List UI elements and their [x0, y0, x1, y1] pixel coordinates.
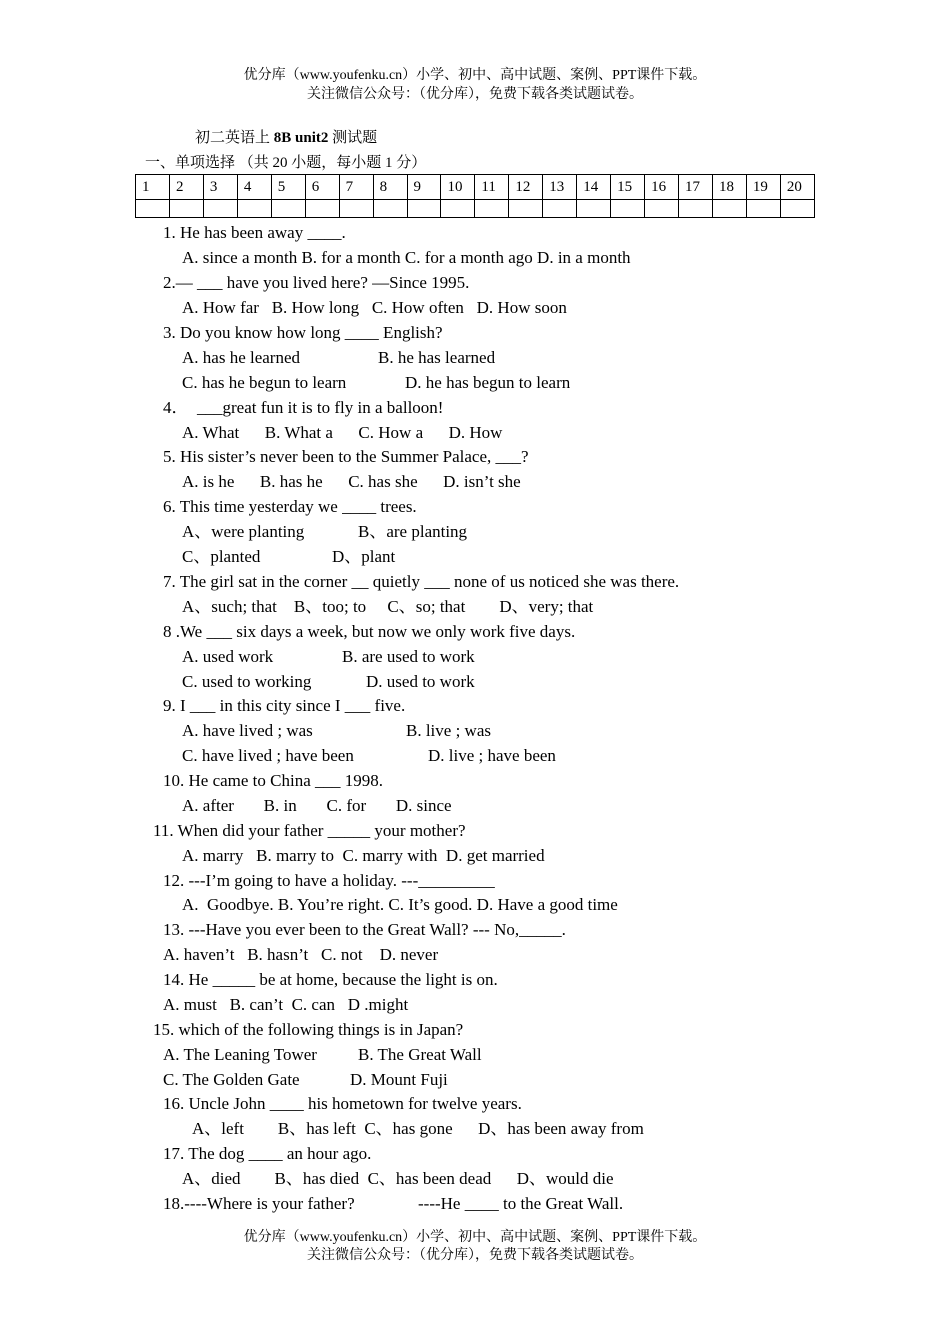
option-line: D. he has begun to learn [405, 373, 571, 392]
title-suffix: 测试题 [328, 130, 378, 146]
question-line: 14. He _____ be at home, because the light is on. [163, 970, 498, 989]
question-line: 16. Uncle John ____ his hometown for twelve years. [163, 1094, 522, 1113]
answer-cell[interactable] [237, 200, 271, 218]
answer-number: 13 [543, 175, 577, 200]
question-line: 7. The girl sat in the corner __ quietly ___ none of us noticed she was there. [163, 572, 680, 591]
option-line: A. marry B. marry to C. marry with D. get married [182, 846, 545, 865]
answer-cell[interactable] [136, 200, 170, 218]
question-line: 1. He has been away ____. [163, 223, 346, 242]
answer-number: 20 [780, 175, 814, 200]
answer-cell[interactable] [509, 200, 543, 218]
answer-number: 7 [339, 175, 373, 200]
option-line: A. Goodbye. B. You’re right. C. It’s good. D. Have a good time [182, 895, 618, 914]
option-line: D、plant [332, 547, 396, 566]
option-line: A. What B. What a C. How a D. How [182, 423, 503, 442]
question-line: 6. This time yesterday we ____ trees. [163, 497, 417, 516]
option-line: A. used work [182, 647, 274, 666]
answer-cell[interactable] [203, 200, 237, 218]
question-line: 11. When did your father _____ your mother? [153, 821, 466, 840]
answer-grid [135, 174, 815, 218]
question-line: 5. His sister’s never been to the Summer Palace, ___? [163, 447, 529, 466]
answer-cell[interactable] [271, 200, 305, 218]
answer-number: 15 [611, 175, 645, 200]
option-line: A、such; that B、too; to C、so; that D、very; that [182, 597, 594, 616]
question-line: 17. The dog ____ an hour ago. [163, 1144, 372, 1163]
option-line: D. used to work [366, 672, 475, 691]
answer-number: 18 [712, 175, 746, 200]
question-line: 9. I ___ in this city since I ___ five. [163, 696, 406, 715]
section-heading: 一、单项选择 （共 20 小题，每小题 1 分） [145, 155, 427, 171]
option-line: B. he has learned [378, 348, 496, 367]
answer-cell[interactable] [645, 200, 679, 218]
option-line: A. have lived ; was [182, 721, 313, 740]
answer-number: 11 [475, 175, 509, 200]
answer-cell[interactable] [543, 200, 577, 218]
answer-number: 3 [203, 175, 237, 200]
question-line: 12. ---I’m going to have a holiday. ---_________ [163, 871, 495, 890]
answer-number: 17 [679, 175, 713, 200]
answer-number: 6 [305, 175, 339, 200]
answer-cell[interactable] [746, 200, 780, 218]
question-line: 3. Do you know how long ____ English? [163, 323, 443, 342]
option-line: A、were planting [182, 522, 305, 541]
option-line: A. The Leaning Tower [163, 1045, 317, 1064]
answer-number: 10 [441, 175, 475, 200]
option-line: A. How far B. How long C. How often D. How soon [182, 298, 567, 317]
header-line-1: 优分库（www.youfenku.cn）小学、初中、高中试题、案例、PPT课件下载。 [243, 68, 707, 83]
option-line: C、planted [182, 547, 261, 566]
question-line: 15. which of the following things is in Japan? [153, 1020, 464, 1039]
answer-cell[interactable] [441, 200, 475, 218]
title-prefix: 初二英语上 [195, 130, 274, 146]
page-title [195, 126, 377, 147]
question-line: 13. ---Have you ever been to the Great Wall? --- No,_____. [163, 920, 566, 939]
answer-number: 12 [509, 175, 543, 200]
answer-number: 14 [577, 175, 611, 200]
option-line: A. is he B. has he C. has she D. isn’t she [182, 472, 521, 491]
answer-cell[interactable] [373, 200, 407, 218]
option-line: C. have lived ; have been [182, 746, 354, 765]
answer-number: 1 [136, 175, 170, 200]
answer-number: 2 [169, 175, 203, 200]
answer-grid-blank-row [136, 200, 815, 218]
title-bold: 8B unit2 [273, 130, 329, 146]
answer-cell[interactable] [712, 200, 746, 218]
option-line: D. Mount Fuji [350, 1070, 448, 1089]
answer-cell[interactable] [339, 200, 373, 218]
answer-grid-numbers [136, 175, 815, 200]
answer-number: 8 [373, 175, 407, 200]
option-line: A. after B. in C. for D. since [182, 796, 452, 815]
header-line-2: 关注微信公众号：（优分库），免费下载各类试题试卷。 [307, 87, 643, 102]
footer-line-2: 关注微信公众号：（优分库），免费下载各类试题试卷。 [307, 1248, 643, 1263]
answer-cell[interactable] [611, 200, 645, 218]
option-line: A、left B、has left C、has gone D、has been away from [192, 1119, 644, 1138]
answer-number: 9 [407, 175, 441, 200]
answer-cell[interactable] [780, 200, 814, 218]
option-line: B. live ; was [406, 721, 491, 740]
option-line: B、are planting [358, 522, 468, 541]
option-line: A. since a month B. for a month C. for a month ago D. in a month [182, 248, 631, 267]
answer-number: 5 [271, 175, 305, 200]
answer-number: 4 [237, 175, 271, 200]
option-line: C. The Golden Gate [163, 1070, 300, 1089]
option-line: D. live ; have been [428, 746, 556, 765]
question-line: 18.----Where is your father? [163, 1194, 355, 1213]
answer-number: 19 [746, 175, 780, 200]
answer-cell[interactable] [305, 200, 339, 218]
option-line: B. The Great Wall [358, 1045, 482, 1064]
footer-line-1: 优分库（www.youfenku.cn）小学、初中、高中试题、案例、PPT课件下载。 [243, 1230, 707, 1245]
option-line: A. haven’t B. hasn’t C. not D. never [163, 945, 439, 964]
option-line: A、died B、has died C、has been dead D、would die [182, 1169, 614, 1188]
question-line: 2.— ___ have you lived here? —Since 1995. [163, 273, 470, 292]
question-line: 4． ___great fun it is to fly in a balloon! [163, 398, 444, 417]
answer-cell[interactable] [169, 200, 203, 218]
question-line: 10. He came to China ___ 1998. [163, 771, 384, 790]
answer-cell[interactable] [407, 200, 441, 218]
option-line: C. used to working [182, 672, 312, 691]
answer-line: ----He ____ to the Great Wall. [418, 1194, 624, 1213]
answer-cell[interactable] [577, 200, 611, 218]
option-line: C. has he begun to learn [182, 373, 347, 392]
question-line: 8 .We ___ six days a week, but now we only work five days. [163, 622, 576, 641]
answer-number: 16 [645, 175, 679, 200]
option-line: A. has he learned [182, 348, 301, 367]
option-line: A. must B. can’t C. can D .might [163, 995, 409, 1014]
answer-cell[interactable] [475, 200, 509, 218]
answer-cell[interactable] [679, 200, 713, 218]
option-line: B. are used to work [342, 647, 475, 666]
